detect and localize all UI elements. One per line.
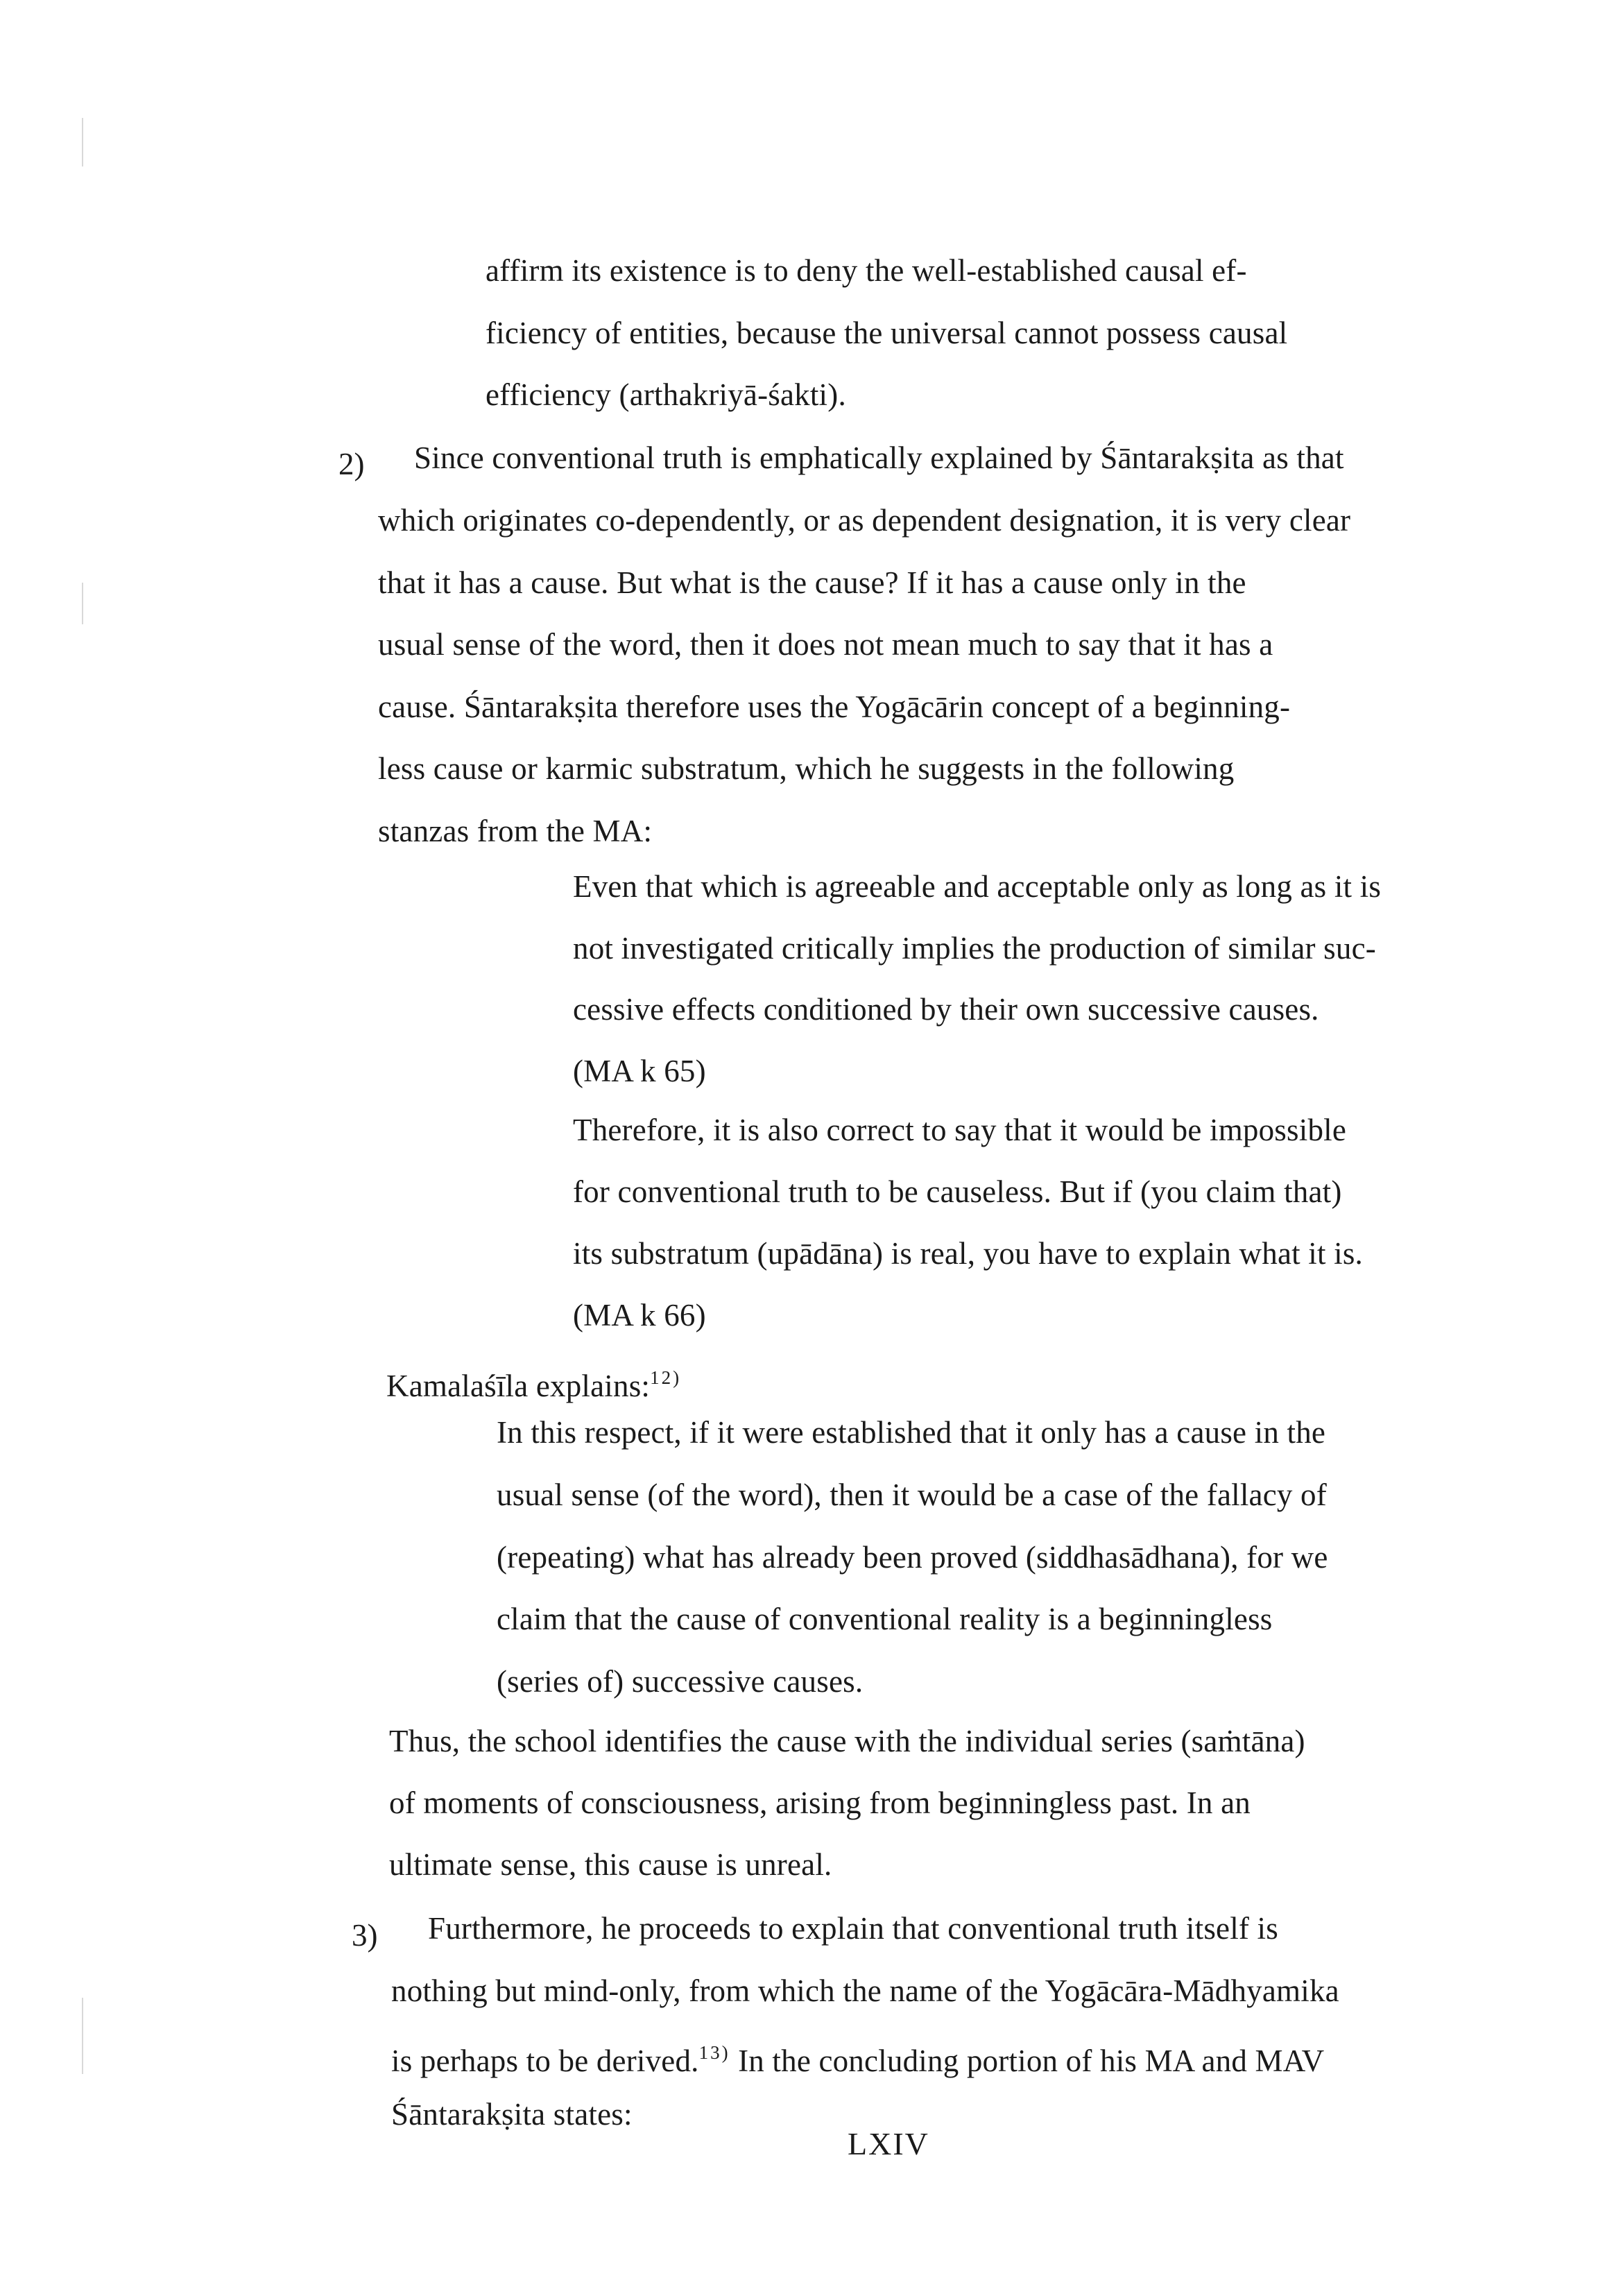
quote-line: for conventional truth to be causeless. But if (you claim that)	[573, 1174, 1342, 1209]
text-segment: In the concluding portion of his MA and MAV	[738, 2044, 1325, 2078]
text-line: less cause or karmic substratum, which he suggests in the following	[378, 751, 1235, 786]
quote-line: not investigated critically implies the production of similar suc-	[573, 931, 1376, 966]
footnote-marker: 12)	[650, 1367, 682, 1388]
text-line: affirm its existence is to deny the well-established causal ef-	[486, 253, 1247, 288]
quote-line: Therefore, it is also correct to say that it would be impossible	[573, 1113, 1347, 1147]
list-number: 3)	[352, 1918, 378, 1953]
text-line: Thus, the school identifies the cause with the individual series (saṁtāna)	[389, 1724, 1305, 1758]
quote-line: Even that which is agreeable and acceptable only as long as it is	[573, 869, 1382, 904]
text-line: Since conventional truth is emphatically explained by Śāntarakṣita as that	[414, 440, 1344, 475]
quote-line: (repeating) what has already been proved (siddhasādhana), for we	[497, 1540, 1328, 1575]
scan-edge-mark	[82, 583, 83, 624]
quote-reference: (MA k 65)	[573, 1054, 706, 1088]
kamalasila-intro	[386, 1358, 681, 1405]
scan-edge-mark	[82, 1998, 83, 2074]
footnote-marker: 13)	[698, 2042, 730, 2063]
quote-line: cessive effects conditioned by their own successive causes.	[573, 992, 1319, 1027]
text-line: nothing but mind-only, from which the name of the Yogācāra-Mādhyamika	[391, 1973, 1339, 2008]
text-line: Furthermore, he proceeds to explain that conventional truth itself is	[428, 1911, 1278, 1946]
text-line: efficiency (arthakriyā-śakti).	[486, 377, 846, 412]
text-line: of moments of consciousness, arising from beginningless past. In an	[389, 1785, 1251, 1820]
scan-edge-mark	[82, 118, 83, 166]
quote-line: In this respect, if it were established that it only has a cause in the	[497, 1415, 1326, 1450]
quote-line: (series of) successive causes.	[497, 1664, 864, 1699]
quote-reference: (MA k 66)	[573, 1298, 706, 1333]
quote-line: its substratum (upādāna) is real, you have to explain what it is.	[573, 1236, 1363, 1271]
text-line: usual sense of the word, then it does not mean much to say that it has a	[378, 627, 1273, 662]
text-segment-spacer	[730, 2044, 738, 2078]
text-line: ficiency of entities, because the universal cannot possess causal	[486, 316, 1288, 350]
text-line: stanzas from the MA:	[378, 814, 653, 848]
text-line: cause. Śāntarakṣita therefore uses the Yogācārin concept of a beginning-	[378, 689, 1291, 724]
text-line: Śāntarakṣita states:	[391, 2097, 633, 2132]
intro-text: Kamalaśīla explains:	[386, 1369, 651, 1403]
text-line: ultimate sense, this cause is unreal.	[389, 1847, 832, 1882]
quote-line: claim that the cause of conventional reality is a beginningless	[497, 1602, 1273, 1636]
list-number: 2)	[338, 447, 365, 481]
page-number: LXIV	[848, 2126, 929, 2161]
text-line	[391, 2033, 1324, 2080]
text-line: which originates co-dependently, or as dependent designation, it is very clear	[378, 503, 1351, 538]
text-segment: is perhaps to be derived.	[391, 2044, 699, 2078]
quote-line: usual sense (of the word), then it would be a case of the fallacy of	[497, 1477, 1327, 1512]
text-line: that it has a cause. But what is the cause? If it has a cause only in the	[378, 565, 1246, 600]
